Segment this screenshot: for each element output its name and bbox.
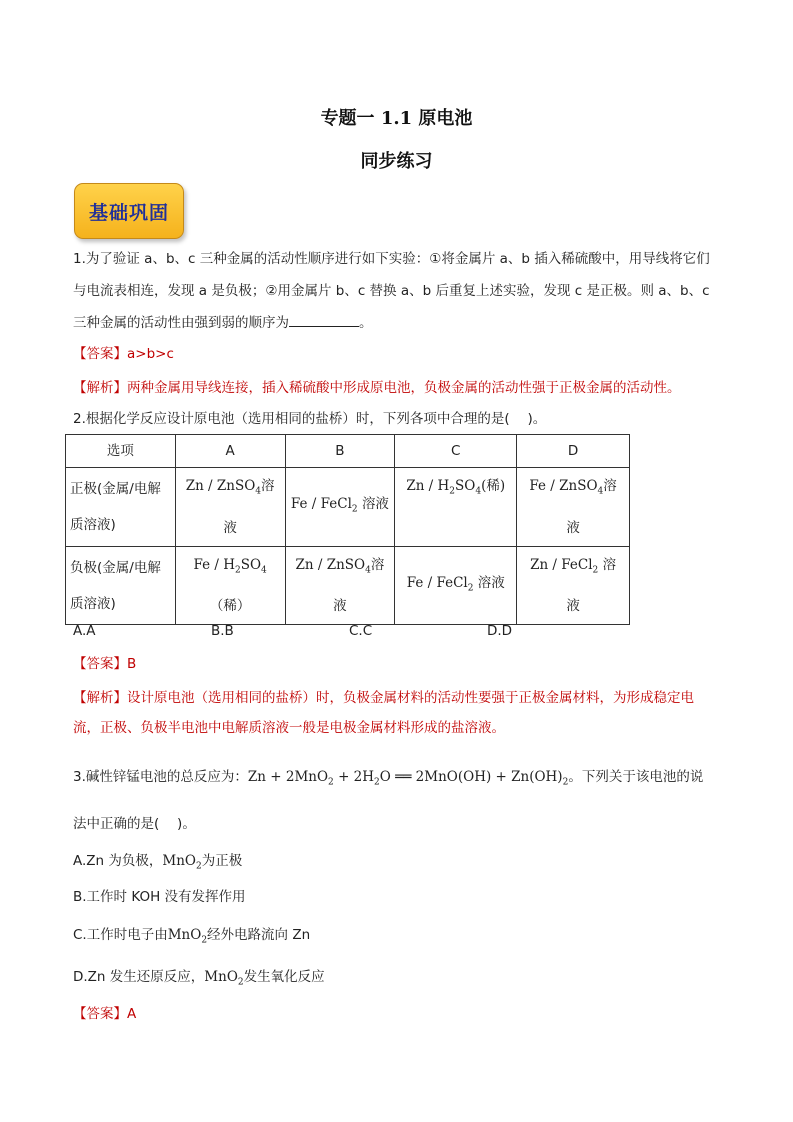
cell-text: （稀） <box>209 598 251 615</box>
table-header-cell: D <box>517 435 630 468</box>
q1-answer <box>73 344 174 364</box>
q1-line2: 与电流表相连，发现 a 是负极；②用金属片 b、c 替换 a、b 后重复上述实验，发现 c 是正极。则 a、b、c <box>73 283 710 299</box>
cell-a-positive: Zn / ZnSO$_4$溶 液 <box>175 468 285 547</box>
cell-text: 溶 <box>602 556 617 573</box>
section-badge <box>74 183 184 239</box>
cell-d-negative: Zn / FeCl$_2$ 溶 液 <box>517 546 630 625</box>
analysis-text: 设计原电池（选用相同的盐桥）时，负极金属材料的活动性要强于正极金属材料，为形成稳定电 <box>127 690 694 706</box>
q2-option-b: B.B <box>211 623 234 639</box>
answer-value: a>b>c <box>127 346 174 362</box>
table-header-cell: C <box>395 435 517 468</box>
cell-text: 溶液 <box>477 574 505 591</box>
analysis-label: 【解析】 <box>73 690 127 706</box>
option-text: D.Zn 发生还原反应， <box>73 969 205 985</box>
cell-text: 液 <box>333 598 347 615</box>
q2-option-a: A.A <box>73 623 96 639</box>
table-header-cell: 选项 <box>66 435 176 468</box>
q1-line3-end: 。 <box>359 315 373 331</box>
q2-analysis-line1 <box>73 688 694 708</box>
cell-c-positive: Zn / $H_2SO_4$(稀) <box>395 468 517 547</box>
answer-value: B <box>127 656 137 672</box>
q3-option-d: D.Zn 发生还原反应，MnO$_2$发生氧化反应 <box>73 969 325 988</box>
q3-stem-pre: 3.碱性锌锰电池的总反应为： <box>73 769 248 785</box>
table-header-cell: A <box>175 435 285 468</box>
q1-line1: 1.为了验证 a、b、c 三种金属的活动性顺序进行如下实验：①将金属片 a、b 插入稀硫酸中，用导线将它们 <box>73 251 710 267</box>
q2-table <box>65 434 630 625</box>
q3-stem <box>73 767 703 793</box>
analysis-text: 两种金属用导线连接，插入稀硫酸中形成原电池，负极金属的活动性强于正极金属的活动性。 <box>127 380 681 396</box>
cell-text: 溶 <box>603 478 617 494</box>
row-label-negative <box>66 546 176 625</box>
page-subtitle: 同步练习 <box>360 151 433 172</box>
q3-answer <box>73 1004 136 1024</box>
option-text: 为正极 <box>201 853 243 869</box>
cell-text: 液 <box>566 519 580 536</box>
q1-analysis <box>73 378 681 398</box>
q3-option-b: B.工作时 KOH 没有发挥作用 <box>73 889 246 905</box>
answer-label: 【答案】 <box>73 656 127 672</box>
cell-a-negative: Fe / $H_2SO_4$ （稀） <box>175 546 285 625</box>
q2-stem: 2.根据化学反应设计原电池（选用相同的盐桥）时，下列各项中合理的是( )。 <box>73 411 547 427</box>
cell-text: 溶 <box>370 556 385 573</box>
q3-equation: $Zn + 2MnO_2 + 2H_2O$ ══ $2MnO(OH) + Zn(OH)_2$ <box>247 769 569 788</box>
option-text: 经外电路流向 Zn <box>207 927 311 943</box>
q1-answer-blank <box>289 314 359 327</box>
row-label-line: 质溶液) <box>70 516 116 533</box>
row-label-line: 负极(金属/电解 <box>70 559 161 576</box>
row-label-line: 质溶液) <box>70 595 116 612</box>
option-text: 发生氧化反应 <box>243 969 325 985</box>
cell-text: 溶液 <box>361 496 389 512</box>
q2-answer <box>73 654 136 674</box>
analysis-label: 【解析】 <box>73 380 127 396</box>
row-label-positive <box>66 468 176 547</box>
cell-text: 溶 <box>261 478 275 494</box>
answer-label: 【答案】 <box>73 346 127 362</box>
answer-value: A <box>127 1006 137 1022</box>
cell-text: 液 <box>223 519 237 536</box>
q1-line3 <box>73 313 373 333</box>
q3-option-c: C.工作时电子由MnO$_2$经外电路流向 Zn <box>73 927 311 946</box>
option-text: A.Zn 为负极， <box>73 853 163 869</box>
q2-analysis-line2: 流，正极、负极半电池中电解质溶液一般是电极金属材料形成的盐溶液。 <box>73 720 505 736</box>
cell-text: 液 <box>566 598 580 615</box>
cell-c-negative: Fe / FeCl$_2$ 溶液 <box>395 546 517 625</box>
answer-label: 【答案】 <box>73 1006 127 1022</box>
q1-line3-text: 三种金属的活动性由强到弱的顺序为 <box>73 315 289 331</box>
table-header-cell: B <box>285 435 395 468</box>
cell-d-positive: Fe / ZnSO$_4$溶 液 <box>517 468 630 547</box>
cell-b-positive: Fe / FeCl$_2$ 溶液 <box>285 468 395 547</box>
table-header-row <box>66 435 630 468</box>
q2-option-d: D.D <box>487 623 513 639</box>
row-label-line: 正极(金属/电解 <box>70 480 161 497</box>
q3-stem-line2: 法中正确的是( )。 <box>73 816 196 832</box>
cell-b-negative: Zn / ZnSO$_4$溶 液 <box>285 546 395 625</box>
table-row-positive <box>66 468 630 547</box>
q3-stem-post: 。下列关于该电池的说 <box>568 769 704 785</box>
option-text: C.工作时电子由 <box>73 927 168 943</box>
q3-option-a: A.Zn 为负极，MnO$_2$为正极 <box>73 853 243 872</box>
table-row-negative <box>66 546 630 625</box>
section-badge-label: 基础巩固 <box>88 201 169 224</box>
q2-option-c: C.C <box>349 623 373 639</box>
page-title: 专题一 1.1 原电池 <box>320 108 473 129</box>
